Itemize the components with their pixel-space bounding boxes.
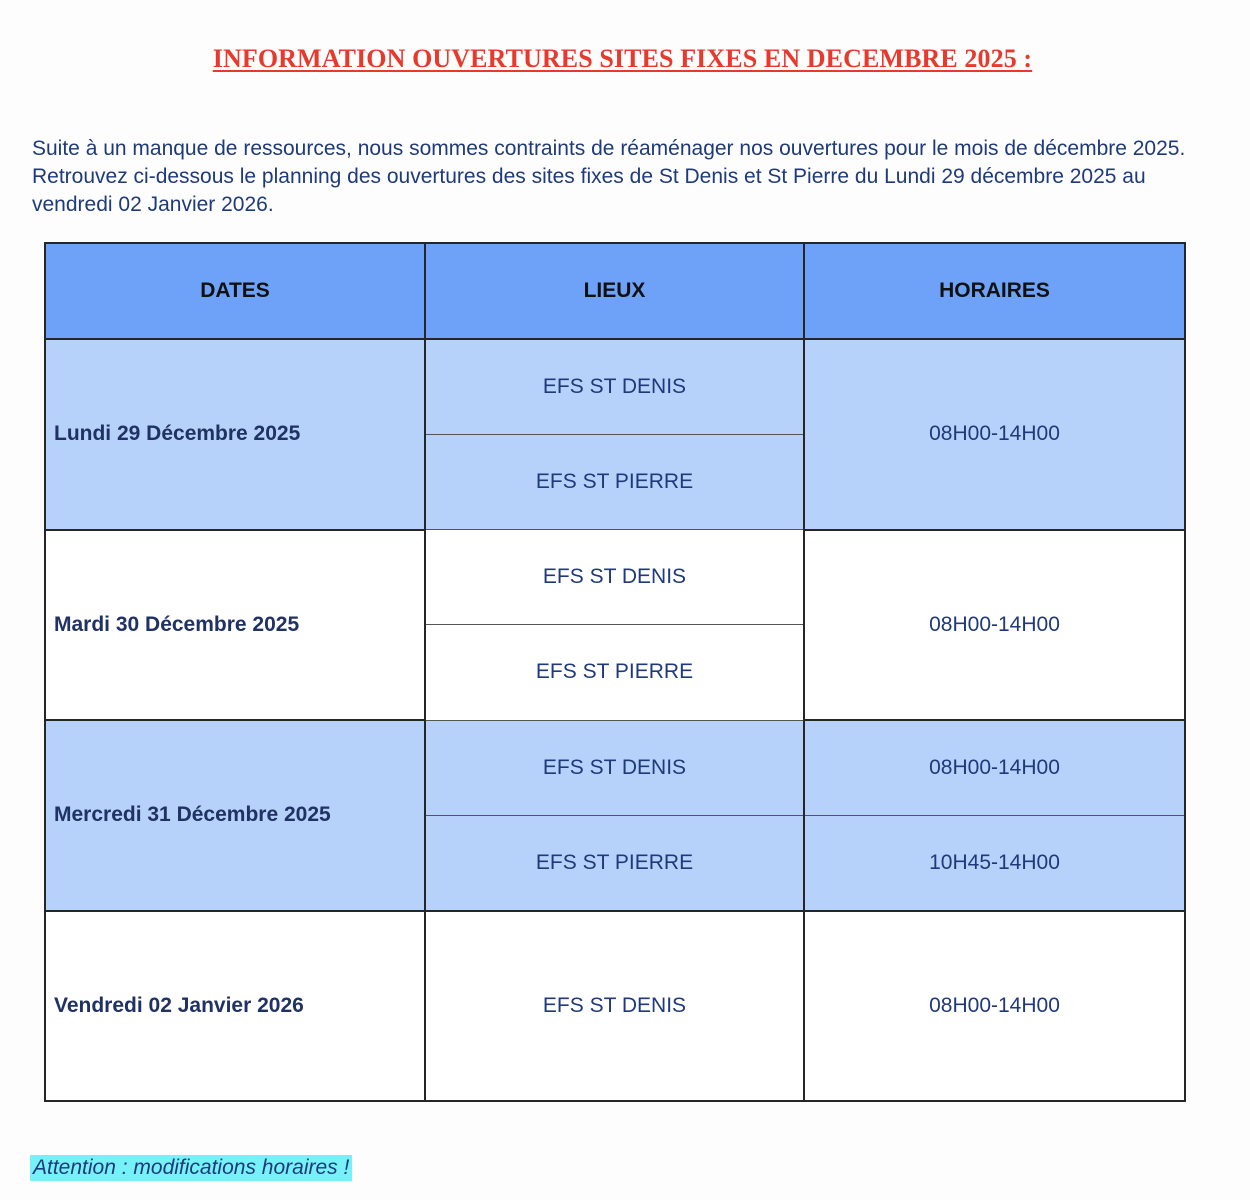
header-lieux: LIEUX [425,243,804,339]
lieu-cell: EFS ST DENIS [425,720,804,815]
table-header-row [45,243,1185,339]
horaire-cell: 08H00-14H00 [804,530,1185,721]
lieu-cell: EFS ST DENIS [425,530,804,625]
page-title: INFORMATION OUVERTURES SITES FIXES EN DECEMBRE 2025 : [212,44,1033,73]
table-row [45,339,1185,434]
date-cell: Mardi 30 Décembre 2025 [45,530,425,721]
table-row [45,911,1185,1102]
date-cell: Lundi 29 Décembre 2025 [45,339,425,530]
date-cell: Mercredi 31 Décembre 2025 [45,720,425,911]
table-row [45,720,1185,815]
horaire-cell: 08H00-14H00 [804,720,1185,815]
lieu-cell: EFS ST PIERRE [425,434,804,529]
horaire-cell: 10H45-14H00 [804,815,1185,910]
attention-note: Attention : modifications horaires ! [30,1155,352,1181]
table-row [45,530,1185,625]
horaire-cell: 08H00-14H00 [804,911,1185,1102]
lieu-cell: EFS ST PIERRE [425,625,804,720]
header-horaires: HORAIRES [804,243,1185,339]
planning-table [44,242,1186,1102]
lieu-cell: EFS ST DENIS [425,911,804,1102]
horaire-cell: 08H00-14H00 [804,339,1185,530]
header-dates: DATES [45,243,425,339]
date-cell: Vendredi 02 Janvier 2026 [45,911,425,1102]
lieu-cell: EFS ST DENIS [425,339,804,434]
intro-paragraph: Suite à un manque de ressources, nous sommes contraints de réaménager nos ouvertures pour le mois de décembre 2025. Retrouvez ci-dessous le planning des ouvertures des sites fixes de St Denis et St Pierre du Lundi 29 décembre 2025 au vendredi 02 Janvier 2026. [32,137,1186,216]
lieu-cell: EFS ST PIERRE [425,815,804,910]
